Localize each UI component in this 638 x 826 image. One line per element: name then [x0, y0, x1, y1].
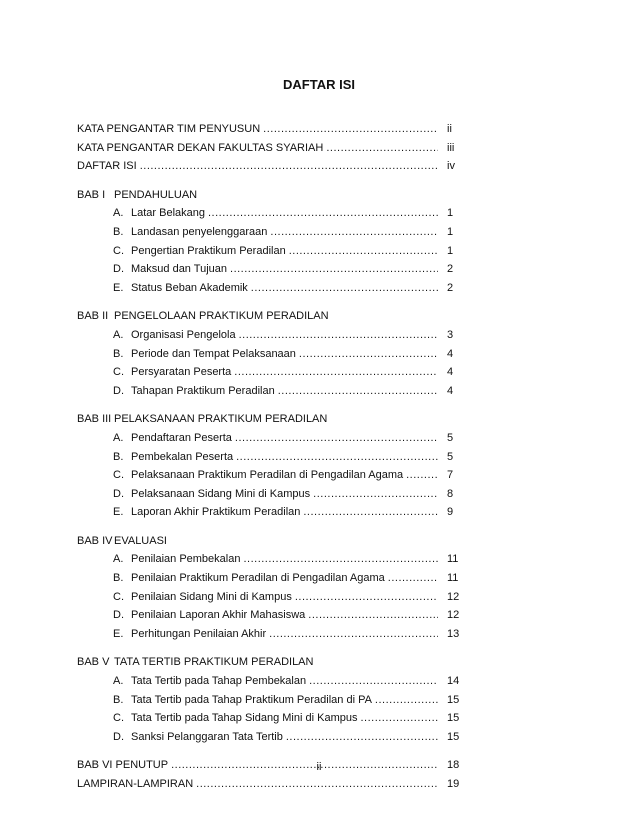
toc-page-number: 12 — [447, 590, 460, 603]
toc-entry-text: Pelaksanaan Sidang Mini di Kampus — [131, 487, 311, 500]
toc-entry-text: LAMPIRAN-LAMPIRAN — [77, 778, 194, 790]
toc-entry[interactable] — [77, 120, 467, 139]
toc-entry[interactable] — [77, 242, 467, 261]
toc-entry-label — [113, 728, 283, 747]
toc-entry-letter: C. — [113, 469, 124, 482]
dot-leader — [269, 625, 438, 644]
toc-entry-letter: E. — [113, 627, 124, 640]
toc-entry-label — [113, 550, 240, 569]
dot-leader — [263, 120, 438, 139]
dot-leader — [286, 728, 438, 747]
dot-leader — [303, 503, 438, 522]
toc-page-number: 19 — [447, 778, 460, 790]
toc-entry-label — [113, 448, 233, 467]
toc-entry-label — [113, 223, 267, 242]
toc-entry-label — [113, 485, 310, 504]
toc-entry-text: Sanksi Pelanggaran Tata Tertib — [131, 730, 283, 743]
chapter-heading[interactable] — [77, 653, 467, 672]
dot-leader — [313, 485, 438, 504]
dot-leader — [236, 448, 438, 467]
toc-entry-letter: D. — [113, 730, 124, 743]
toc-entry[interactable] — [77, 204, 467, 223]
toc-entry-text: KATA PENGANTAR TIM PENYUSUN — [77, 123, 261, 135]
toc-entry[interactable] — [77, 223, 467, 242]
toc-entry-letter: B. — [113, 225, 124, 238]
toc-entry[interactable] — [77, 429, 467, 448]
toc-page-number: 4 — [447, 384, 454, 397]
toc-entry-letter: A. — [113, 675, 124, 688]
toc-entry[interactable] — [77, 588, 467, 607]
toc-entry[interactable] — [77, 709, 467, 728]
spacer — [77, 176, 467, 186]
toc-entry-text: DAFTAR ISI — [77, 160, 137, 173]
toc-entry-label — [113, 569, 385, 588]
toc-entry[interactable] — [77, 606, 467, 625]
toc-page-number: 5 — [447, 431, 454, 444]
toc-entry-label — [77, 157, 137, 176]
toc-entry-letter: A. — [113, 207, 124, 220]
toc-entry-letter: D. — [113, 487, 124, 500]
toc-page-number: 9 — [447, 506, 454, 519]
toc-entry-label — [113, 466, 403, 485]
toc-entry-text: Pendaftaran Peserta — [131, 431, 232, 444]
toc-page-number: 12 — [447, 609, 460, 622]
toc-entry-text: Penilaian Pembekalan — [131, 553, 241, 566]
page-title: DAFTAR ISI — [283, 77, 355, 92]
dot-leader — [243, 550, 438, 569]
toc-entry[interactable] — [77, 260, 467, 279]
toc-page-number: 1 — [447, 244, 454, 257]
dot-leader — [234, 363, 438, 382]
toc-page-number: 18 — [447, 759, 460, 772]
dot-leader — [375, 691, 438, 710]
toc-page-number: 2 — [447, 281, 454, 294]
toc-entry-label — [77, 775, 193, 794]
toc-entry-text: Landasan penyelenggaraan — [131, 225, 268, 238]
toc-entry-label — [77, 120, 260, 139]
toc-entry-label — [77, 139, 323, 158]
toc-page-number: ii — [447, 123, 452, 135]
toc-entry-text: Pembekalan Peserta — [131, 450, 234, 463]
toc-entry-label — [113, 606, 305, 625]
spacer — [77, 400, 467, 410]
toc-page-number: 2 — [447, 263, 454, 276]
dot-leader — [406, 466, 438, 485]
toc-page-number: 7 — [447, 469, 454, 482]
toc-entry[interactable] — [77, 569, 467, 588]
toc-entry-letter: D. — [113, 384, 124, 397]
chapter-number: BAB IV — [77, 534, 113, 547]
dot-leader — [235, 429, 438, 448]
toc-entry-letter: A. — [113, 328, 124, 341]
toc-entry-text: Organisasi Pengelola — [131, 328, 236, 341]
toc-entry-letter: C. — [113, 244, 124, 257]
toc-page-number: 11 — [447, 553, 459, 566]
toc-entry-text: Penilaian Laporan Akhir Mahasiswa — [131, 609, 306, 622]
toc-entry[interactable] — [77, 279, 467, 298]
toc-entry-label — [113, 625, 266, 644]
dot-leader — [208, 204, 438, 223]
page-number: ii — [316, 761, 322, 773]
toc-page-number: 15 — [447, 693, 460, 706]
toc-entry-text: KATA PENGANTAR DEKAN FAKULTAS SYARIAH — [77, 141, 324, 154]
toc-entry-text: BAB VI PENUTUP — [77, 759, 169, 772]
chapter-heading[interactable] — [77, 532, 467, 551]
chapter-title: TATA TERTIB PRAKTIKUM PERADILAN — [114, 656, 314, 669]
toc-page-number: 14 — [447, 675, 460, 688]
spacer — [77, 522, 467, 532]
toc-entry[interactable] — [77, 326, 467, 345]
toc-entry[interactable] — [77, 345, 467, 364]
toc-entry[interactable] — [77, 503, 467, 522]
chapter-heading[interactable] — [77, 307, 467, 326]
toc-entry[interactable] — [77, 157, 467, 176]
toc-page-number: 8 — [447, 487, 454, 500]
toc-entry-text: Persyaratan Peserta — [131, 366, 232, 379]
dot-leader — [326, 139, 438, 158]
chapter-title: PENDAHULUAN — [114, 188, 198, 201]
toc-entry-text: Pengertian Praktikum Peradilan — [131, 244, 286, 257]
toc-entry-letter: E. — [113, 506, 124, 519]
dot-leader — [308, 606, 438, 625]
toc-entry-letter: D. — [113, 609, 124, 622]
toc-entry-text: Tata Tertib pada Tahap Sidang Mini di Kampus — [131, 712, 358, 725]
dot-leader — [360, 709, 438, 728]
toc-entry-text: Periode dan Tempat Pelaksanaan — [131, 347, 296, 360]
toc-entry[interactable] — [77, 775, 467, 794]
chapter-number: BAB V — [77, 656, 110, 669]
toc-entry-label — [113, 204, 205, 223]
toc-entry-letter: D. — [113, 263, 124, 276]
toc-entry-letter: C. — [113, 712, 124, 725]
toc-entry-letter: B. — [113, 450, 124, 463]
toc-entry-text: Tata Tertib pada Tahap Praktikum Peradilan di PA — [131, 693, 372, 706]
toc-entry-text: Penilaian Praktikum Peradilan di Pengadilan Agama — [131, 572, 385, 585]
chapter-title: EVALUASI — [114, 534, 167, 547]
toc-entry-text: Status Beban Akademik — [131, 281, 248, 294]
toc-page-number: iv — [447, 160, 455, 173]
toc-entry-label — [113, 242, 286, 261]
spacer — [77, 297, 467, 307]
toc-page-number: 5 — [447, 450, 454, 463]
spacer — [77, 746, 467, 756]
toc-entry-text: Tahapan Praktikum Peradilan — [131, 384, 275, 397]
dot-leader — [295, 588, 438, 607]
dot-leader — [270, 223, 438, 242]
chapter-title: PELAKSANAAN PRAKTIKUM PERADILAN — [114, 413, 328, 426]
toc-page-number: iii — [447, 141, 455, 154]
toc-entry-text: Pelaksanaan Praktikum Peradilan di Pengadilan Agama — [131, 469, 404, 482]
toc-entry[interactable] — [77, 139, 467, 158]
toc-page-number: 15 — [447, 712, 460, 725]
toc-entry-letter: B. — [113, 572, 124, 585]
toc-entry[interactable] — [77, 466, 467, 485]
toc-entry-letter: A. — [113, 553, 124, 566]
toc-entry-label — [113, 326, 236, 345]
toc-page-number: 4 — [447, 347, 454, 360]
toc-entry-letter: E. — [113, 281, 124, 294]
toc-entry-label — [113, 345, 296, 364]
dot-leader — [251, 279, 438, 298]
toc-entry-letter: C. — [113, 590, 124, 603]
toc-entry-label — [113, 588, 292, 607]
dot-leader — [299, 345, 438, 364]
toc-entry-text: Penilaian Sidang Mini di Kampus — [131, 590, 292, 603]
toc-entry-text: Latar Belakang — [131, 207, 205, 220]
toc-page-number: 4 — [447, 366, 454, 379]
toc-entry-label — [113, 709, 357, 728]
toc-entry[interactable] — [77, 625, 467, 644]
toc-entry[interactable] — [77, 382, 467, 401]
toc-entry-label — [113, 382, 275, 401]
toc-entry-letter: A. — [113, 431, 124, 444]
toc-entry-label — [113, 429, 232, 448]
toc-entry-label — [113, 691, 372, 710]
toc-page-number: 13 — [447, 627, 460, 640]
toc-entry[interactable] — [77, 363, 467, 382]
toc-entry-label — [113, 279, 248, 298]
chapter-heading[interactable] — [77, 186, 467, 205]
toc-entry-letter: C. — [113, 366, 124, 379]
toc-entry-label — [113, 363, 231, 382]
dot-leader — [289, 242, 438, 261]
toc-entry-label — [113, 672, 306, 691]
toc-entry-text: Maksud dan Tujuan — [131, 263, 228, 276]
toc-entry[interactable] — [77, 672, 467, 691]
dot-leader — [309, 672, 438, 691]
chapter-number: BAB II — [77, 310, 109, 323]
toc-page-number: 11 — [447, 572, 459, 585]
dot-leader — [388, 569, 438, 588]
chapter-title: PENGELOLAAN PRAKTIKUM PERADILAN — [114, 310, 329, 323]
toc-entry-text: Laporan Akhir Praktikum Peradilan — [131, 506, 301, 519]
toc-entry-label — [113, 503, 300, 522]
toc-page-number: 15 — [447, 730, 460, 743]
toc-entry[interactable] — [77, 550, 467, 569]
toc-entry[interactable] — [77, 691, 467, 710]
dot-leader — [278, 382, 438, 401]
toc-page-number: 1 — [447, 207, 454, 220]
toc-page-number: 1 — [447, 225, 454, 238]
toc-entry-letter: B. — [113, 347, 124, 360]
spacer — [77, 643, 467, 653]
chapter-number: BAB I — [77, 188, 106, 201]
chapter-number: BAB III — [77, 413, 112, 426]
toc-entry-text: Tata Tertib pada Tahap Pembekalan — [131, 675, 307, 688]
dot-leader — [140, 157, 438, 176]
dot-leader — [239, 326, 438, 345]
toc-page-number: 3 — [447, 328, 454, 341]
dot-leader — [230, 260, 438, 279]
dot-leader — [196, 775, 438, 794]
toc-entry-text: Perhitungan Penilaian Akhir — [131, 627, 267, 640]
toc-entry[interactable] — [77, 448, 467, 467]
toc-entry-label — [113, 260, 227, 279]
toc-entry[interactable] — [77, 728, 467, 747]
toc-entry[interactable] — [77, 485, 467, 504]
toc-entry-letter: B. — [113, 693, 124, 706]
chapter-heading[interactable] — [77, 410, 467, 429]
table-of-contents — [77, 120, 467, 794]
